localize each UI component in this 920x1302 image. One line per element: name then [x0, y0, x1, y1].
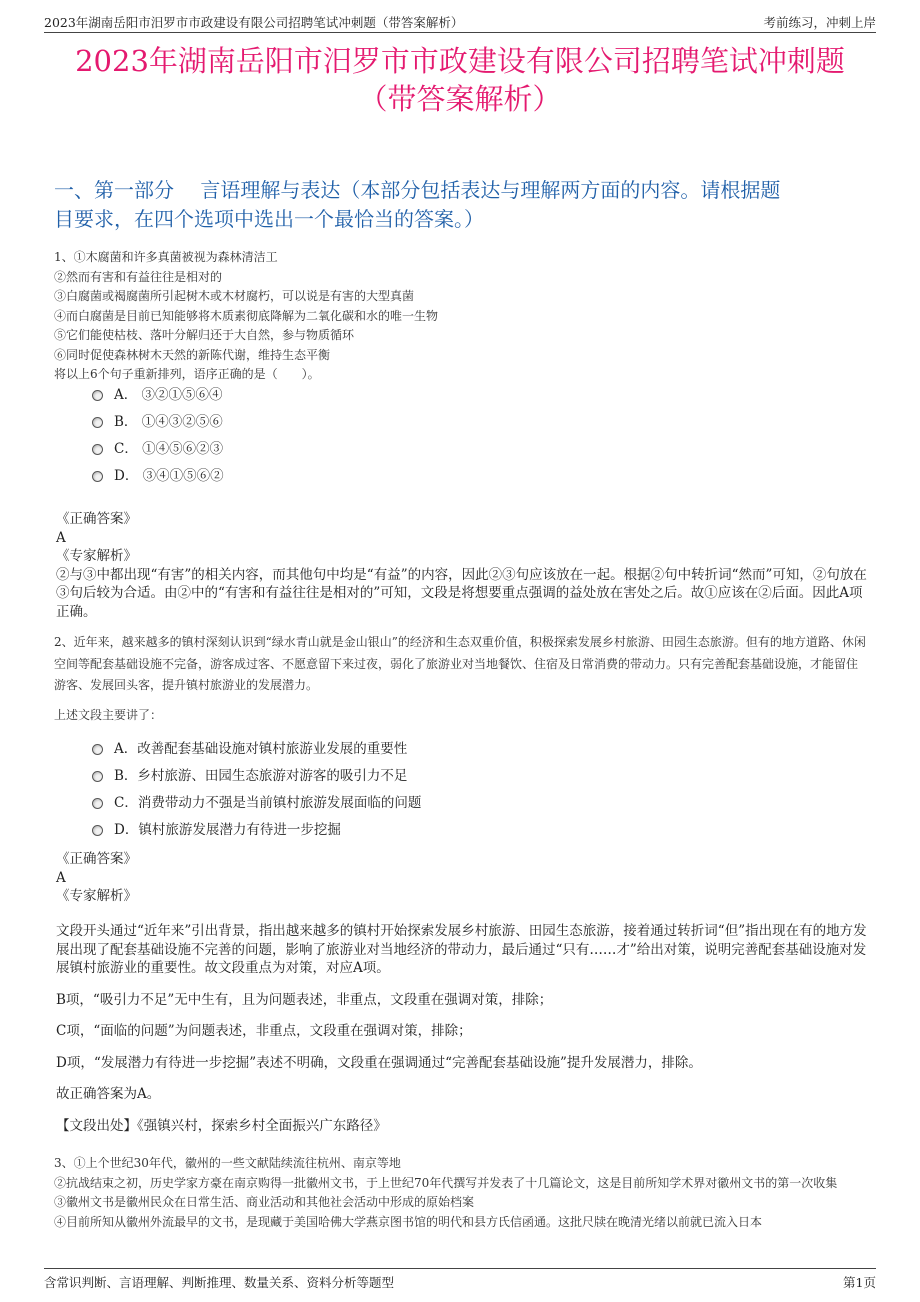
- analysis-paragraph: C项，“面临的问题”为问题表述，非重点，文段重在强调对策，排除；: [56, 1023, 472, 1039]
- answer-value: A: [56, 529, 66, 546]
- q3-line: ④目前所知从徽州外流最早的文书，是现藏于美国哈佛大学燕京图书馆的明代和县方氏信函通。这批尺牍在晚清光绪以前就已流入日本: [54, 1214, 763, 1229]
- source-citation: 【文段出处】《强镇兴村，探索乡村全面振兴广东路径》: [56, 1117, 387, 1134]
- page-title: [40, 42, 880, 118]
- analysis-paragraph: 文段开头通过“近年来”引出背景，指出越来越多的镇村开始探索发展乡村旅游、田园生态旅游，接着通过转折词“但”指出现在有的地方发展出现了配套基础设施不完善的问题，影响了旅游业对当地经济的带动力，最后通过“只有……才”给出对策，说明完善配套基础设施对发展镇村旅游业的重要性。故文段重点为对策，对应A项。: [56, 923, 867, 976]
- q1-line: ⑥同时促使森林树木天然的新陈代谢，维持生态平衡: [54, 347, 331, 362]
- question-1-answer: [56, 510, 868, 621]
- section-heading: [54, 176, 870, 234]
- q1-option-c[interactable]: [92, 436, 224, 463]
- radio-icon[interactable]: [92, 771, 103, 782]
- radio-icon[interactable]: [92, 744, 103, 755]
- page-title-line1: 2023年湖南岳阳市汨罗市市政建设有限公司招聘笔试冲刺题: [75, 44, 845, 78]
- option-label: D． ③④①⑤⑥②: [114, 468, 224, 484]
- q3-line: ③徽州文书是徽州民众在日常生活、商业活动和其他社会活动中形成的原始档案: [54, 1195, 475, 1209]
- option-label: C． ①④⑤⑥②③: [114, 441, 224, 457]
- analysis-paragraph: 故正确答案为A。: [56, 1086, 161, 1102]
- radio-icon[interactable]: [92, 417, 103, 428]
- q2-option-d[interactable]: [92, 817, 421, 844]
- q1-line: 将以上6个句子重新排列，语序正确的是（ ）。: [54, 367, 320, 381]
- q2-option-a[interactable]: [92, 736, 421, 763]
- question-2-answer: [56, 850, 868, 906]
- page-number: 第1页: [843, 1275, 876, 1290]
- analysis-paragraph: B项，“吸引力不足”无中生有，且为问题表述，非重点，文段重在强调对策，排除；: [56, 991, 553, 1008]
- option-label: C．消费带动力不强是当前镇村旅游发展面临的问题: [114, 795, 422, 811]
- question-2-options: [92, 736, 421, 844]
- q3-line: 3、①上个世纪30年代，徽州的一些文献陆续流往杭州、南京等地: [54, 1156, 401, 1170]
- question-1-options: [92, 382, 224, 490]
- analysis-label: 《专家解析》: [56, 888, 137, 904]
- answer-label: 《正确答案》: [56, 851, 137, 867]
- answer-label: 《正确答案》: [56, 511, 137, 527]
- analysis-paragraph: D项，“发展潜力有待进一步挖掘”表述不明确，文段重在强调通过“完善配套基础设施”提升发展潜力，排除。: [56, 1054, 702, 1071]
- question-2-prompt: 上述文段主要讲了：: [54, 708, 163, 722]
- q1-line: ⑤它们能使枯枝、落叶分解归还于大自然，参与物质循环: [54, 328, 355, 342]
- q1-line: 1、①木腐菌和许多真菌被视为森林清洁工: [54, 250, 278, 264]
- option-label: A．改善配套基础设施对镇村旅游业发展的重要性: [114, 741, 408, 757]
- option-label: B．乡村旅游、田园生态旅游对游客的吸引力不足: [114, 768, 408, 784]
- q2-option-b[interactable]: [92, 763, 421, 790]
- section-heading-line2: 目要求，在四个选项中选出一个最恰当的答案。）: [54, 207, 484, 231]
- radio-icon[interactable]: [92, 798, 103, 809]
- analysis-text: ②与③中都出现“有害”的相关内容，而其他句中均是“有益”的内容，因此②③句应该放在一起。根据②句中转折词“然而”可知，②句放在③句后较为合适。由②中的“有害和有益往往是相对的”可知，文段是将想要重点强调的益处放在害处之后。故①应该在②后面。因此A项正确。: [56, 566, 867, 620]
- header-slogan: 考前练习，冲刺上岸: [763, 15, 876, 30]
- question-2-passage: 2、近年来，越来越多的镇村深刻认识到“绿水青山就是金山银山”的经济和生态双重价值，积极探索发展乡村旅游、田园生态旅游。但有的地方道路、休闲空间等配套基础设施不完备，游客成过客、不愿意留下来过夜，弱化了旅游业对当地餐饮、住宿及日常消费的带动力。只有完善配套基础设施，才能留住游客、发展回头客，提升镇村旅游业的发展潜力。: [54, 635, 866, 692]
- q1-line: ②然而有害和有益往往是相对的: [54, 269, 223, 284]
- option-label: B． ①④③②⑤⑥: [114, 414, 223, 430]
- answer-value: A: [56, 869, 66, 886]
- page-header: [44, 10, 876, 33]
- radio-icon[interactable]: [92, 444, 103, 455]
- question-3-stem: [54, 1154, 868, 1232]
- section-heading-line1: 一、第一部分 言语理解与表达（本部分包括表达与理解两方面的内容。请根据题: [54, 178, 781, 202]
- q2-option-c[interactable]: [92, 790, 421, 817]
- option-label: D．镇村旅游发展潜力有待进一步挖掘: [114, 822, 341, 838]
- question-1-stem: [54, 248, 868, 385]
- page-footer: [44, 1268, 876, 1291]
- q1-option-a[interactable]: [92, 382, 224, 409]
- option-label: A． ③②①⑤⑥④: [114, 387, 223, 403]
- question-2-analysis: [56, 922, 868, 1148]
- radio-icon[interactable]: [92, 471, 103, 482]
- page-title-line2: （带答案解析）: [358, 82, 562, 116]
- q1-option-d[interactable]: [92, 463, 224, 490]
- radio-icon[interactable]: [92, 390, 103, 401]
- header-doc-title: 2023年湖南岳阳市汨罗市市政建设有限公司招聘笔试冲刺题（带答案解析）: [44, 15, 464, 30]
- q3-line: ②抗战结束之初，历史学家方豪在南京购得一批徽州文书，于上世纪70年代撰写并发表了十几篇论文，这是目前所知学术界对徽州文书的第一次收集: [54, 1175, 838, 1190]
- footer-topics: 含常识判断、言语理解、判断推理、数量关系、资料分析等题型: [44, 1275, 395, 1290]
- q1-option-b[interactable]: [92, 409, 224, 436]
- q1-line: ③白腐菌或褐腐菌所引起树木或木材腐朽，可以说是有害的大型真菌: [54, 289, 415, 303]
- radio-icon[interactable]: [92, 825, 103, 836]
- analysis-label: 《专家解析》: [56, 548, 137, 564]
- q1-line: ④而白腐菌是目前已知能够将木质素彻底降解为二氧化碳和水的唯一生物: [54, 308, 439, 323]
